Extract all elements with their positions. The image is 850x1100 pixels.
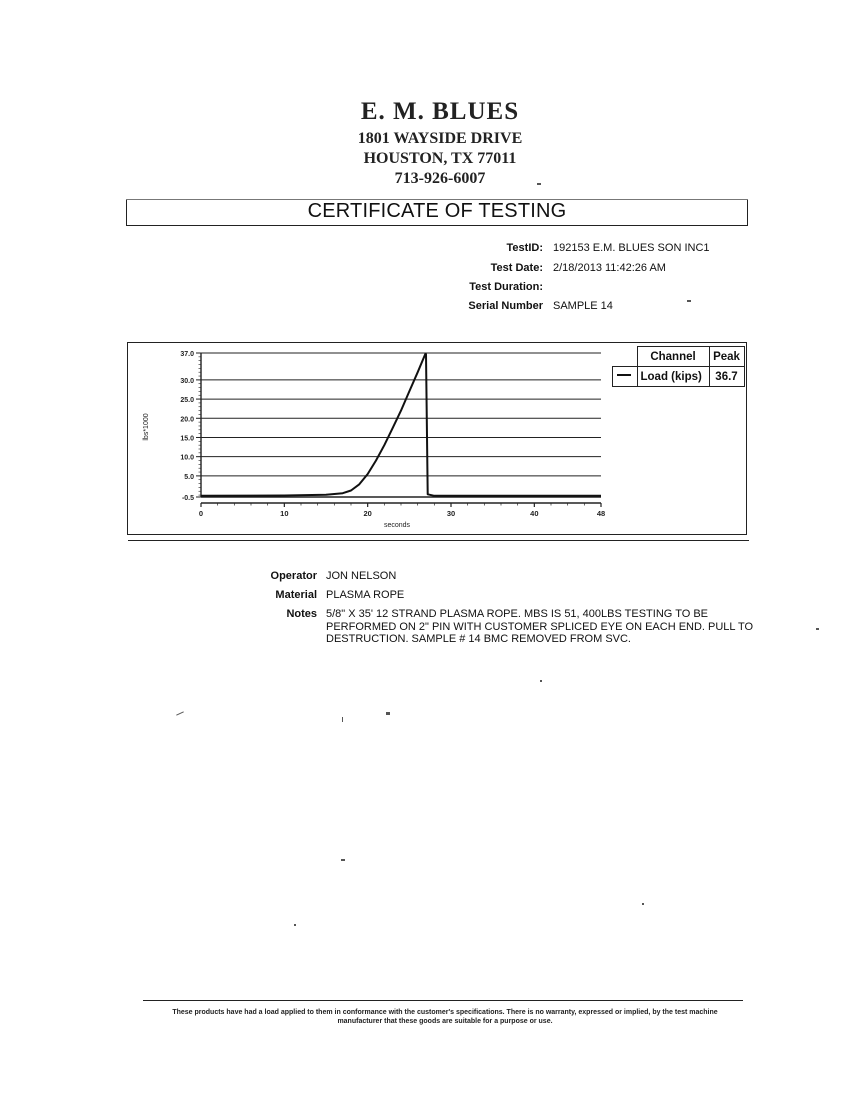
legend-peak-value: 36.7 xyxy=(709,367,744,387)
scan-speck xyxy=(342,717,343,722)
operator-label: Operator xyxy=(270,570,317,582)
x-tick-label: 0 xyxy=(198,509,204,518)
material-label: Material xyxy=(275,589,317,601)
company-city: HOUSTON, TX 77011 xyxy=(363,150,517,167)
company-name: E. M. BLUES xyxy=(360,98,520,125)
scan-speck xyxy=(341,859,345,861)
y-tick-label: 30.0 xyxy=(180,377,194,385)
legend-channel-name: Load (kips) xyxy=(637,367,709,387)
y-axis-label: lbs*1000 xyxy=(143,413,150,441)
legend-row xyxy=(613,367,745,387)
y-tick-label: 37.0 xyxy=(180,351,194,358)
x-tick-label: 30 xyxy=(446,509,456,518)
chart-bottom-rule xyxy=(128,540,749,541)
scan-speck xyxy=(537,183,541,185)
legend-line-swatch xyxy=(613,367,638,387)
scan-speck xyxy=(294,924,296,926)
y-tick-label: 15.0 xyxy=(180,435,194,443)
serial-number-label: Serial Number xyxy=(468,300,543,312)
footer-disclaimer: These products have had a load applied to them in conformance with the customer's specifications. There is no warranty, expressed or implied, by the test machine manufacturer that these goods are suitable for a purpose or use. xyxy=(172,1009,718,1025)
y-tick-label: 20.0 xyxy=(180,416,194,424)
legend-peak-header: Peak xyxy=(709,347,744,367)
scan-speck xyxy=(642,903,644,905)
footer-rule xyxy=(143,1000,743,1001)
legend-header-row xyxy=(613,347,745,367)
certificate-title: CERTIFICATE OF TESTING xyxy=(307,200,567,222)
y-tick-label: 25.0 xyxy=(180,397,194,405)
series-line-load xyxy=(201,354,601,496)
test-date-value: 2/18/2013 11:42:26 AM xyxy=(553,262,666,274)
y-tick-label: 10.0 xyxy=(180,454,194,462)
x-tick-label: 48 xyxy=(596,509,606,518)
legend-empty-cell xyxy=(613,347,638,367)
x-tick-label: 10 xyxy=(280,509,289,518)
test-id-label: TestID: xyxy=(506,242,543,254)
legend-table xyxy=(612,346,745,387)
test-date-label: Test Date: xyxy=(490,262,543,274)
test-id-value: 192153 E.M. BLUES SON INC1 xyxy=(553,242,710,254)
scan-speck xyxy=(176,711,184,715)
notes-label: Notes xyxy=(286,608,317,620)
y-tick-label: 5.0 xyxy=(184,473,194,481)
material-value: PLASMA ROPE xyxy=(326,589,405,601)
test-duration-label: Test Duration: xyxy=(469,281,543,293)
scan-speck xyxy=(816,628,819,630)
serial-number-value: SAMPLE 14 xyxy=(553,300,613,312)
operator-value: JON NELSON xyxy=(326,570,397,582)
notes-value: 5/8" X 35' 12 STRAND PLASMA ROPE. MBS IS 51, 400LBS TESTING TO BE PERFORMED ON 2" PIN WITH CUSTOMER SPLICED EYE ON EACH END. PULL TO DESTRUCTION. SAMPLE # 14 BMC REMOVED FROM SVC. xyxy=(326,608,754,645)
y-tick-label: -0.5 xyxy=(181,495,194,502)
company-street: 1801 WAYSIDE DRIVE xyxy=(357,130,523,147)
legend-channel-header: Channel xyxy=(637,347,709,367)
scan-speck xyxy=(687,300,691,302)
x-tick-label: 40 xyxy=(530,509,539,518)
x-tick-label: 20 xyxy=(363,509,372,518)
scan-speck xyxy=(540,680,542,682)
x-axis-label: seconds xyxy=(383,522,411,529)
scan-speck xyxy=(386,712,390,715)
company-phone: 713-926-6007 xyxy=(394,170,486,187)
